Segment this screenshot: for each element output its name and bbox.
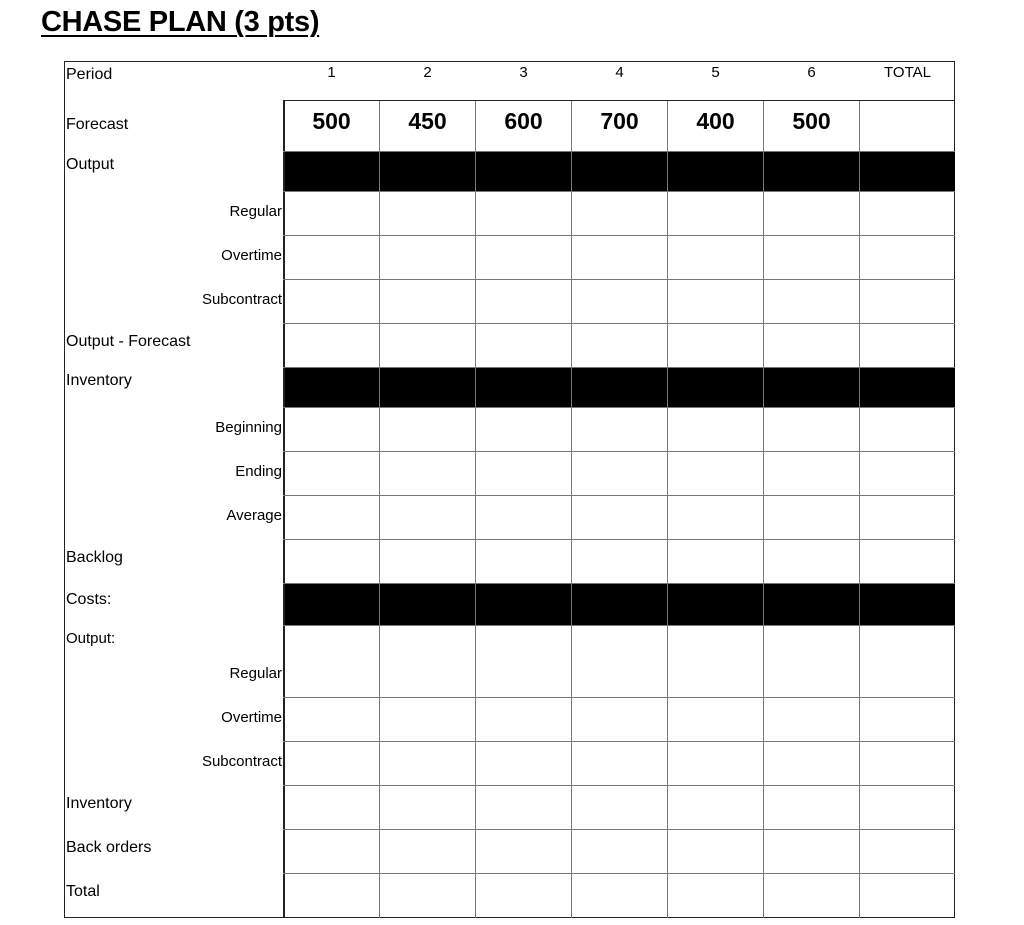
row-divider [283,451,955,452]
cost-overtime-label: Overtime [221,709,282,726]
forecast-value-1: 500 [312,108,351,134]
back-orders-label: Back orders [66,839,152,856]
forecast-value-5: 400 [696,108,735,134]
row-divider [283,279,955,280]
period-6: 6 [807,64,816,81]
row-divider [283,785,955,786]
column-divider [859,100,860,918]
row-divider [283,697,955,698]
row-divider [283,323,955,324]
column-divider [283,100,285,918]
cost-inventory-label: Inventory [66,795,132,812]
period-3: 3 [519,64,528,81]
forecast-label: Forecast [66,116,129,133]
row-divider [283,151,955,152]
row-divider [283,495,955,496]
row-divider [283,367,955,368]
cost-regular-label: Regular [229,665,282,682]
output-shaded-row [283,151,955,191]
subcontract-label: Subcontract [201,291,282,308]
backlog-label: Backlog [66,549,123,566]
regular-label: Regular [229,203,282,220]
column-divider [475,100,476,918]
period-1: 1 [327,64,336,81]
total-header: TOTAL [884,64,931,81]
costs-shaded-row [283,583,955,625]
period-4: 4 [615,64,624,81]
period-2: 2 [423,64,432,81]
output-label: Output [66,156,115,173]
column-divider [667,100,668,918]
period-5: 5 [711,64,720,81]
row-divider [283,873,955,874]
average-label: Average [226,507,282,524]
column-divider [379,100,380,918]
row-divider [283,191,955,192]
page-title: CHASE PLAN (3 pts) [41,6,320,38]
costs-label: Costs: [66,591,112,608]
column-divider [571,100,572,918]
overtime-label: Overtime [221,247,282,264]
costs-output-label: Output: [66,630,116,647]
row-divider [283,539,955,540]
beginning-label: Beginning [215,419,282,436]
output-minus-forecast-label: Output - Forecast [66,333,191,350]
row-divider [283,741,955,742]
row-divider [283,625,955,626]
row-divider [283,583,955,584]
row-divider [283,235,955,236]
header-divider [283,100,955,101]
forecast-value-3: 600 [504,108,543,134]
ending-label: Ending [235,463,282,480]
inventory-label: Inventory [66,372,132,389]
period-label: Period [66,66,113,83]
total-label: Total [66,883,100,900]
row-divider [283,829,955,830]
cost-subcontract-label: Subcontract [201,753,282,770]
row-divider [283,407,955,408]
forecast-value-4: 700 [600,108,639,134]
forecast-value-6: 500 [792,108,831,134]
inventory-shaded-row [283,367,955,407]
forecast-value-2: 450 [408,108,447,134]
column-divider [763,100,764,918]
